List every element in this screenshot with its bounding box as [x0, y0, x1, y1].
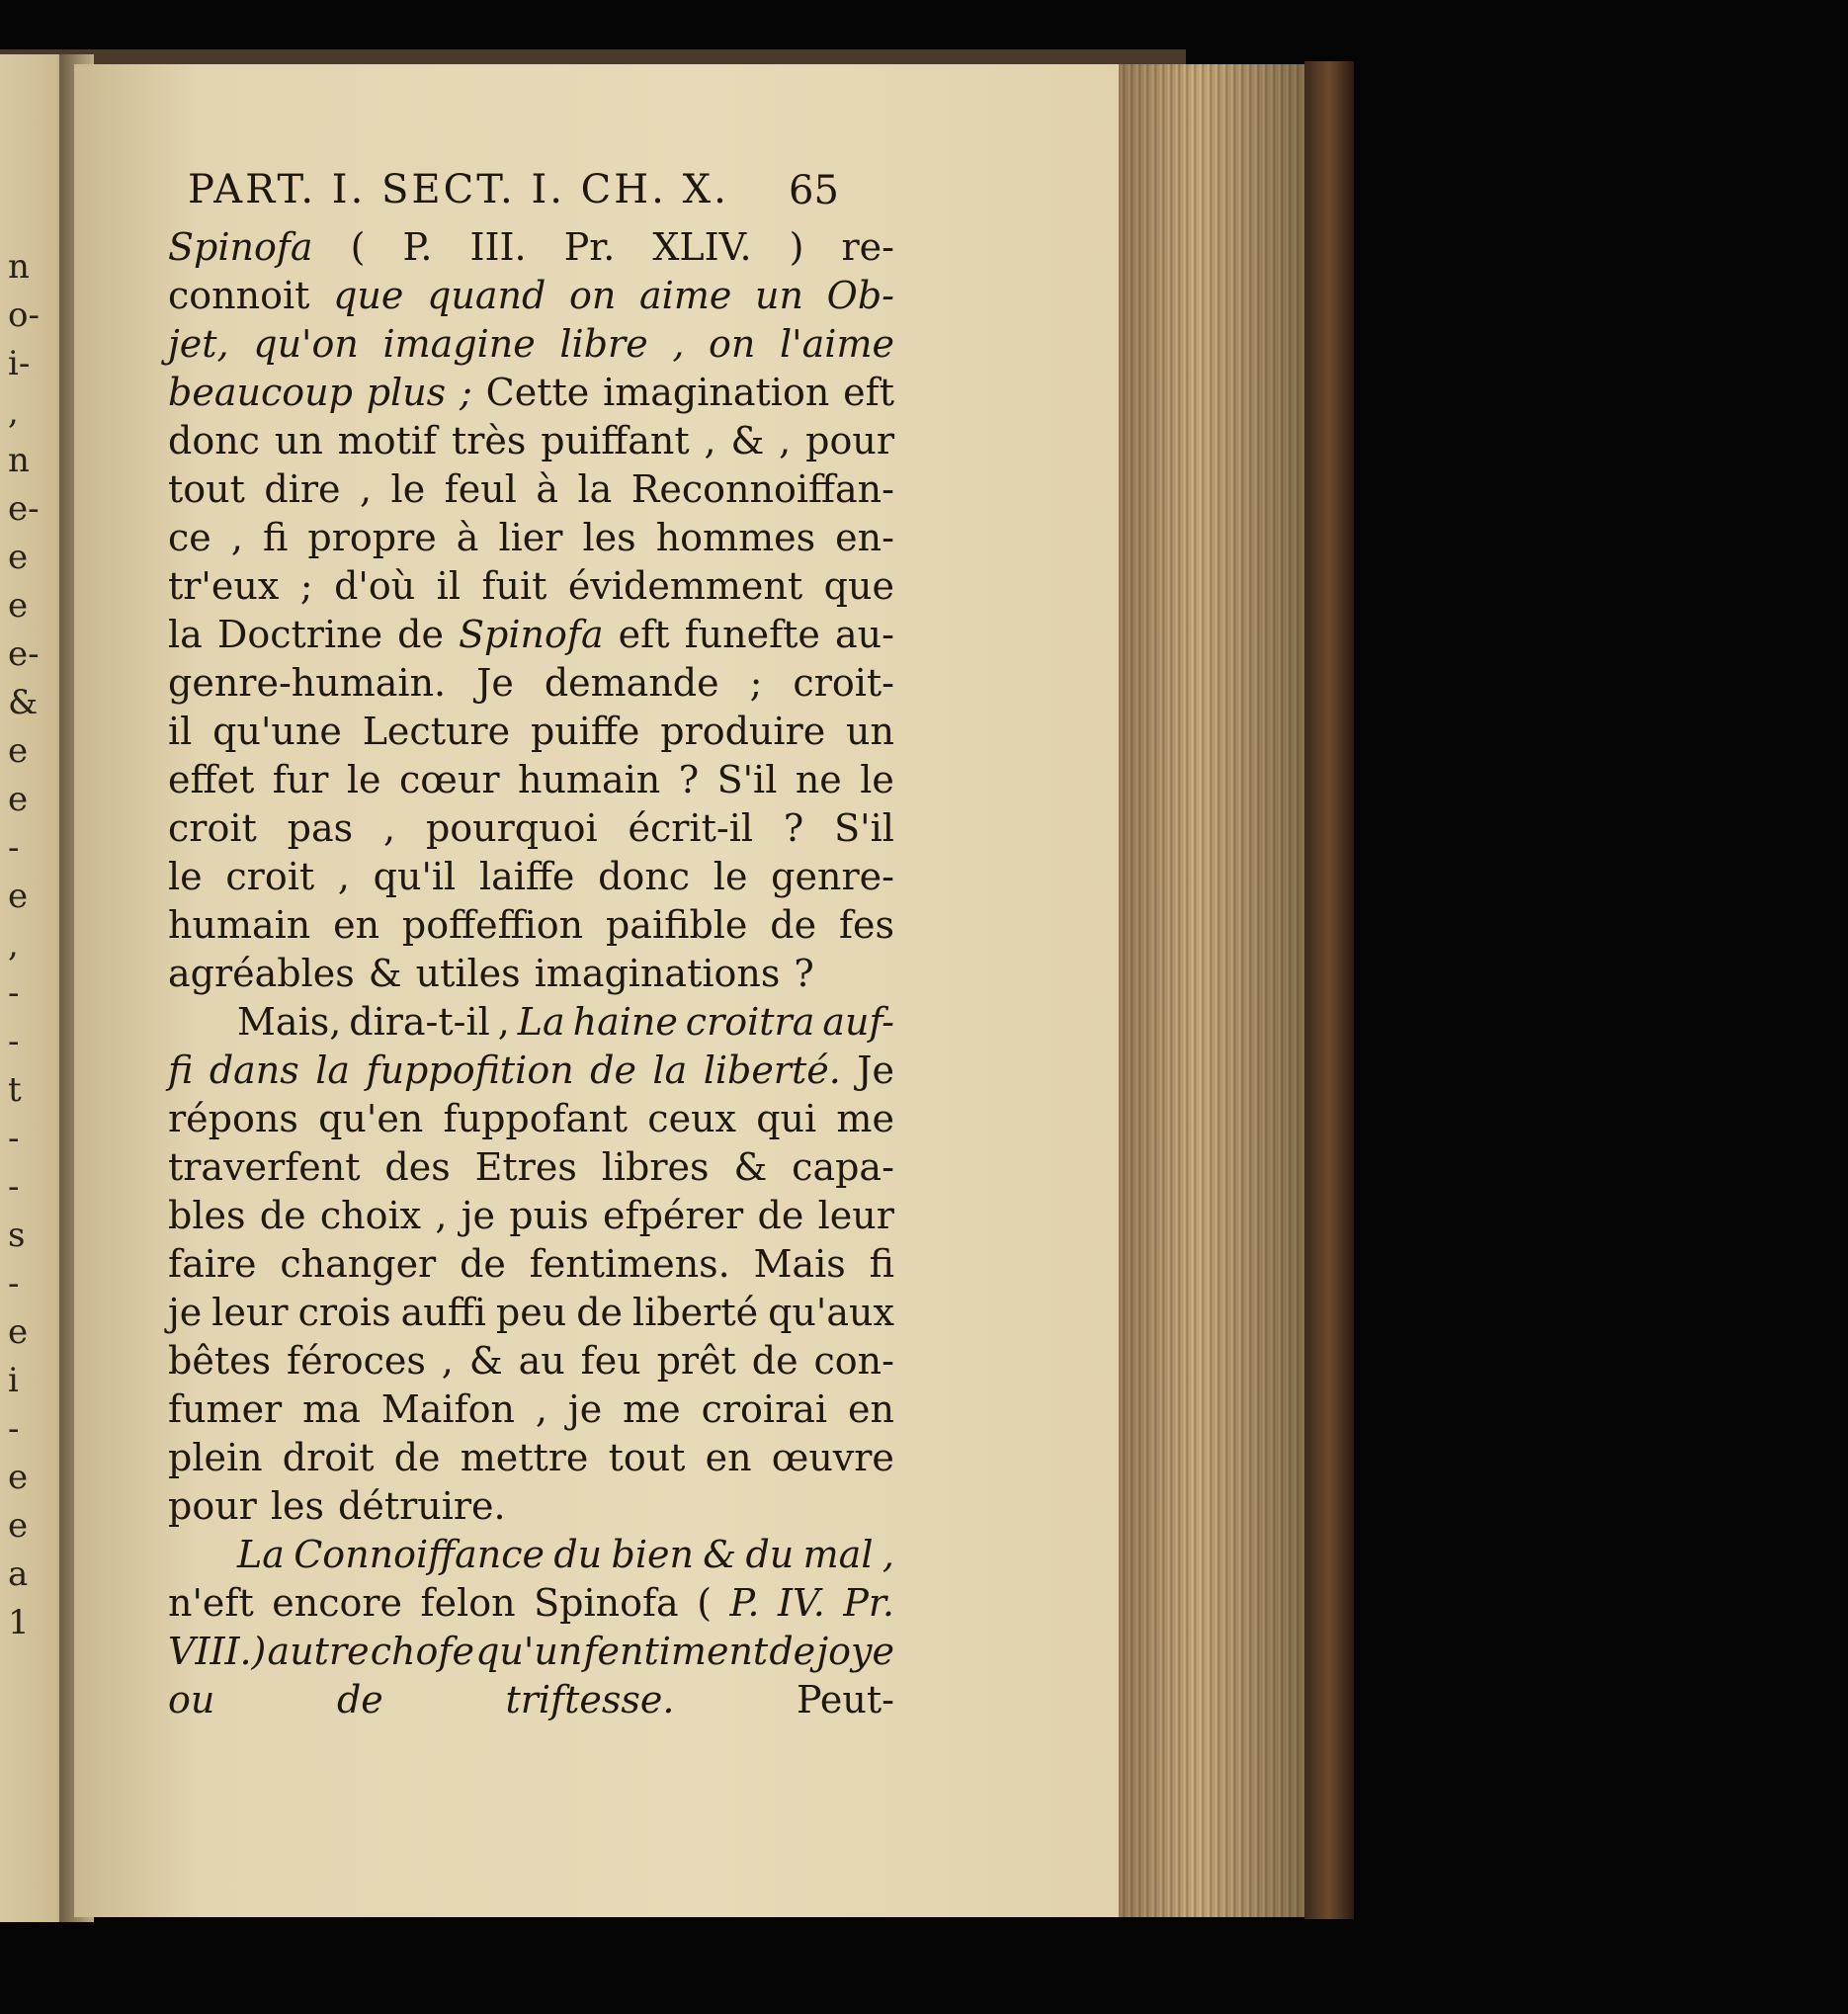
word: aime	[639, 274, 732, 317]
word: qui	[756, 1097, 817, 1140]
word: XLIV.	[652, 225, 752, 269]
word: dira-t-il	[349, 1000, 490, 1044]
word: pour	[168, 1484, 257, 1528]
word: écrit-il	[628, 806, 754, 850]
word: bles	[168, 1194, 246, 1237]
word: la	[315, 1049, 351, 1092]
facing-page-letter: e	[8, 538, 29, 577]
word: en	[705, 1436, 752, 1479]
text-line	[168, 1484, 894, 1528]
page-number: 65	[789, 168, 839, 213]
word: poffeffion	[401, 903, 584, 947]
word: produire	[660, 710, 826, 753]
word: la	[652, 1049, 688, 1092]
word: dire	[264, 467, 341, 511]
word: Spinofa	[459, 613, 604, 656]
word: des	[384, 1145, 451, 1189]
text-line	[168, 322, 894, 366]
word: cœur	[399, 758, 500, 801]
facing-page-letter: e-	[8, 634, 40, 674]
word: répons	[168, 1097, 298, 1140]
word: Spinofa	[168, 225, 313, 269]
word: imagination	[603, 371, 830, 414]
word: un	[274, 419, 323, 462]
word: S'il	[716, 758, 778, 801]
word: la	[168, 613, 203, 656]
word: ceux	[647, 1097, 736, 1140]
word: ,	[441, 1339, 454, 1383]
word: ce	[168, 516, 211, 559]
word: &	[703, 1533, 737, 1576]
word: me	[836, 1097, 894, 1140]
word: propre	[307, 516, 437, 559]
facing-page-letter: e	[8, 1458, 29, 1497]
facing-page-letter: &	[8, 683, 39, 722]
word: ?	[794, 952, 814, 995]
word: Pr.	[843, 1581, 894, 1625]
text-line	[168, 710, 894, 753]
facing-page-letter: a	[8, 1554, 29, 1594]
word: de	[460, 1242, 506, 1286]
word: du	[553, 1533, 603, 1576]
word: de	[336, 1678, 383, 1721]
word: ,	[435, 1194, 448, 1237]
word: ,	[779, 419, 792, 462]
word: plein	[168, 1436, 263, 1479]
word: effet	[168, 758, 255, 801]
word: ,	[382, 806, 396, 850]
word: bêtes	[168, 1339, 272, 1383]
facing-page-letter: -	[8, 1119, 20, 1158]
facing-page-letter: -	[8, 828, 20, 868]
word: croit-	[793, 661, 894, 705]
facing-page-letter: e	[8, 586, 29, 626]
word: prêt	[656, 1339, 736, 1383]
word: changer	[280, 1242, 437, 1286]
word: &	[733, 1145, 768, 1189]
word: un	[755, 274, 803, 317]
facing-page-letter: s	[8, 1216, 26, 1255]
word: peu	[495, 1291, 567, 1334]
word: ;	[460, 371, 472, 414]
text-line	[168, 1387, 894, 1431]
word: pour	[805, 419, 894, 462]
facing-page-letter: o-	[8, 295, 40, 335]
facing-page-letter: e	[8, 1312, 29, 1352]
word: genre-	[771, 855, 894, 898]
text-line	[168, 1049, 894, 1092]
word: &	[730, 419, 765, 462]
word: liberté	[632, 1291, 759, 1334]
text-line	[168, 371, 894, 414]
word: de	[769, 1630, 816, 1673]
word: humain	[517, 758, 661, 801]
word: de	[757, 1194, 804, 1237]
word: quand	[427, 274, 546, 317]
word: Etres	[474, 1145, 577, 1189]
word: (	[697, 1581, 713, 1625]
word: ou	[168, 1678, 215, 1721]
word: feu	[580, 1339, 641, 1383]
word: je	[168, 1291, 203, 1334]
word: efpérer	[603, 1194, 744, 1237]
word: tout	[168, 467, 245, 511]
word: Mais	[753, 1242, 846, 1286]
word: paifible	[605, 903, 748, 947]
text-line	[168, 1194, 894, 1237]
text-line	[168, 1291, 894, 1334]
word: puiffe	[530, 710, 640, 753]
text-line	[168, 758, 894, 801]
word: droit	[282, 1436, 375, 1479]
text-line	[168, 1145, 894, 1189]
word: de	[576, 1291, 624, 1334]
facing-page-letter: -	[8, 1409, 20, 1449]
word: humain	[168, 903, 311, 947]
word: les	[270, 1484, 324, 1528]
book-cover-edge	[1304, 61, 1354, 1919]
word: encore	[272, 1581, 403, 1625]
facing-page-letter: ,	[8, 392, 19, 432]
text-line	[168, 1436, 894, 1479]
word: évidemment	[567, 564, 803, 608]
text-line	[168, 613, 894, 656]
word: felon	[420, 1581, 516, 1625]
word: le	[346, 758, 381, 801]
word: mettre	[460, 1436, 589, 1479]
word: Spinofa	[534, 1581, 679, 1625]
word: que	[823, 564, 894, 608]
word: P.	[402, 225, 433, 269]
word: Reconnoiffan-	[630, 467, 894, 511]
word: tr'eux	[168, 564, 280, 608]
word: la	[577, 467, 613, 511]
word: agréables	[168, 952, 355, 995]
word: on	[569, 274, 617, 317]
word: liberté.	[703, 1049, 841, 1092]
facing-page-letter: n	[8, 441, 30, 480]
word: ?	[783, 806, 804, 850]
facing-page-letter: -	[8, 1022, 20, 1061]
text-line	[168, 661, 894, 705]
word: VIII.)	[168, 1630, 267, 1673]
word: pourquoi	[425, 806, 598, 850]
word: capa-	[792, 1145, 894, 1189]
word: de	[770, 903, 817, 947]
facing-page-letter: i	[8, 1361, 19, 1400]
word: libres	[601, 1145, 710, 1189]
word: choix	[319, 1194, 422, 1237]
word: détruire.	[338, 1484, 506, 1528]
word: fuit	[481, 564, 547, 608]
word: au	[518, 1339, 565, 1383]
word: La	[517, 1000, 565, 1044]
word: de	[259, 1194, 306, 1237]
word: demande	[544, 661, 719, 705]
word: un	[846, 710, 894, 753]
facing-page-letter: -	[8, 1167, 20, 1207]
word: croitra	[685, 1000, 815, 1044]
text-line	[168, 1242, 894, 1286]
word: Cette	[485, 371, 590, 414]
word: utiles	[415, 952, 521, 995]
word: eft	[618, 613, 670, 656]
word: fi	[168, 1049, 194, 1092]
text-line	[168, 1581, 894, 1625]
word: P.	[729, 1581, 760, 1625]
word: ,	[359, 467, 373, 511]
word: pas	[287, 806, 354, 850]
word: haine	[572, 1000, 678, 1044]
word: fi	[869, 1242, 894, 1286]
word: leur	[211, 1291, 289, 1334]
word: tout	[608, 1436, 686, 1479]
word: Maifon	[380, 1387, 515, 1431]
text-line	[168, 1339, 894, 1383]
word: n'eft	[168, 1581, 254, 1625]
word: ne	[795, 758, 842, 801]
word: de	[397, 613, 444, 656]
word: les	[582, 516, 636, 559]
word: le	[860, 758, 894, 801]
word: Je	[476, 661, 514, 705]
word: œuvre	[771, 1436, 894, 1479]
word: eft	[843, 371, 894, 414]
word: &	[468, 1339, 503, 1383]
word: Peut-	[797, 1678, 894, 1721]
word: Connoiffance	[294, 1533, 545, 1576]
word: de	[590, 1049, 636, 1092]
word: faire	[168, 1242, 257, 1286]
word: puiffant	[541, 419, 690, 462]
word: con-	[813, 1339, 894, 1383]
word: bien	[611, 1533, 694, 1576]
text-line	[168, 564, 894, 608]
page-edges-shade	[1119, 64, 1316, 1917]
text-line	[168, 1533, 894, 1576]
facing-page-letter: n	[8, 247, 30, 287]
word: Je	[857, 1049, 894, 1092]
word: fuppofition	[366, 1049, 574, 1092]
word: plus	[366, 371, 447, 414]
text-line	[168, 274, 894, 317]
word: qu'il	[373, 855, 457, 898]
word: traverfent	[168, 1145, 361, 1189]
word: que	[333, 274, 404, 317]
word: donc	[598, 855, 691, 898]
word: ,	[882, 1533, 894, 1576]
word: crois	[297, 1291, 391, 1334]
text-line	[168, 952, 894, 995]
facing-page-letter: 1	[8, 1603, 30, 1642]
word: auffi	[400, 1291, 486, 1334]
word: le	[390, 467, 426, 511]
word: Lecture	[362, 710, 511, 753]
word: joye	[816, 1630, 894, 1673]
word: connoit	[168, 274, 310, 317]
word: lier	[498, 516, 563, 559]
text-line	[168, 225, 894, 269]
word: fur	[272, 758, 329, 801]
facing-page-letter: ,	[8, 925, 19, 965]
word: au-	[834, 613, 894, 656]
word: &	[368, 952, 402, 995]
word: funefte	[684, 613, 820, 656]
word: fes	[838, 903, 894, 947]
word: IV.	[777, 1581, 825, 1625]
word: (	[350, 225, 366, 269]
word: Pr.	[563, 225, 616, 269]
word: on	[709, 322, 756, 366]
word: dans	[209, 1049, 299, 1092]
word: ,	[497, 1000, 510, 1044]
word: le	[713, 855, 748, 898]
facing-page-letter: i-	[8, 344, 31, 383]
word: je	[461, 1194, 496, 1237]
word: il	[436, 564, 461, 608]
text-line	[168, 806, 894, 850]
word: re-	[841, 225, 894, 269]
text-line	[168, 1678, 894, 1721]
word: puis	[509, 1194, 589, 1237]
word: fi	[262, 516, 289, 559]
word: triftesse.	[505, 1678, 675, 1721]
word: ma	[302, 1387, 361, 1431]
word: fentiment	[583, 1630, 769, 1673]
word: motif	[337, 419, 438, 462]
word: qu'un	[475, 1630, 583, 1673]
word: libre	[559, 322, 648, 366]
word: Mais,	[237, 1000, 342, 1044]
word: laiffe	[478, 855, 575, 898]
text-line	[168, 1097, 894, 1140]
word: autre	[267, 1630, 370, 1673]
word: Ob-	[826, 274, 894, 317]
word: me	[623, 1387, 681, 1431]
word: fuppofant	[443, 1097, 629, 1140]
word: je	[567, 1387, 603, 1431]
word: leur	[817, 1194, 894, 1237]
word: à	[456, 516, 479, 559]
word: III.	[469, 225, 527, 269]
facing-page-letter: t	[8, 1070, 22, 1110]
word: mal	[802, 1533, 874, 1576]
word: qu'aux	[768, 1291, 894, 1334]
text-line	[168, 1630, 894, 1673]
word: féroces	[287, 1339, 426, 1383]
word: de	[751, 1339, 798, 1383]
word: imaginations	[534, 952, 781, 995]
facing-page-letter: e-	[8, 489, 40, 529]
word: croit	[225, 855, 315, 898]
word: Doctrine	[216, 613, 383, 656]
facing-page-letter: e	[8, 877, 29, 916]
text-line	[168, 903, 894, 947]
word: hommes	[655, 516, 816, 559]
word: ,	[535, 1387, 547, 1431]
word: La	[237, 1533, 285, 1576]
word: beaucoup	[168, 371, 353, 414]
word: croirai	[701, 1387, 828, 1431]
word: du	[745, 1533, 795, 1576]
text-line	[168, 1000, 894, 1044]
word: en-	[835, 516, 894, 559]
word: ,	[704, 419, 716, 462]
word: imagine	[382, 322, 536, 366]
word: en	[848, 1387, 894, 1431]
word: genre-humain.	[168, 661, 447, 705]
word: ?	[678, 758, 700, 801]
word: feul	[444, 467, 517, 511]
text-line	[168, 419, 894, 462]
word: de	[393, 1436, 441, 1479]
word: à	[536, 467, 558, 511]
word: auf-	[822, 1000, 894, 1044]
facing-page-letter: -	[8, 973, 20, 1013]
word: chofe	[370, 1630, 474, 1673]
facing-page-letter: -	[8, 1264, 20, 1303]
word: jet,	[168, 322, 229, 366]
facing-page-letter: e	[8, 780, 29, 819]
word: il	[168, 710, 193, 753]
word: qu'en	[318, 1097, 424, 1140]
text-line	[168, 516, 894, 559]
word: )	[789, 225, 804, 269]
word: donc	[168, 419, 260, 462]
facing-page-letter: e	[8, 731, 29, 771]
word: ;	[299, 564, 313, 608]
word: qu'une	[212, 710, 342, 753]
word: ;	[749, 661, 763, 705]
word: très	[451, 419, 527, 462]
word: ,	[337, 855, 350, 898]
word: fentimens.	[529, 1242, 730, 1286]
word: le	[168, 855, 203, 898]
word: d'où	[334, 564, 416, 608]
word: l'aime	[780, 322, 894, 366]
word: S'il	[834, 806, 894, 850]
word: ,	[230, 516, 243, 559]
word: croit	[168, 806, 257, 850]
word: qu'on	[253, 322, 359, 366]
facing-page-letter: e	[8, 1506, 29, 1546]
word: en	[333, 903, 380, 947]
word: fumer	[168, 1387, 283, 1431]
text-line	[168, 855, 894, 898]
word: ,	[672, 322, 685, 366]
text-line	[168, 467, 894, 511]
running-head: PART. I. SECT. I. CH. X.	[188, 167, 729, 212]
